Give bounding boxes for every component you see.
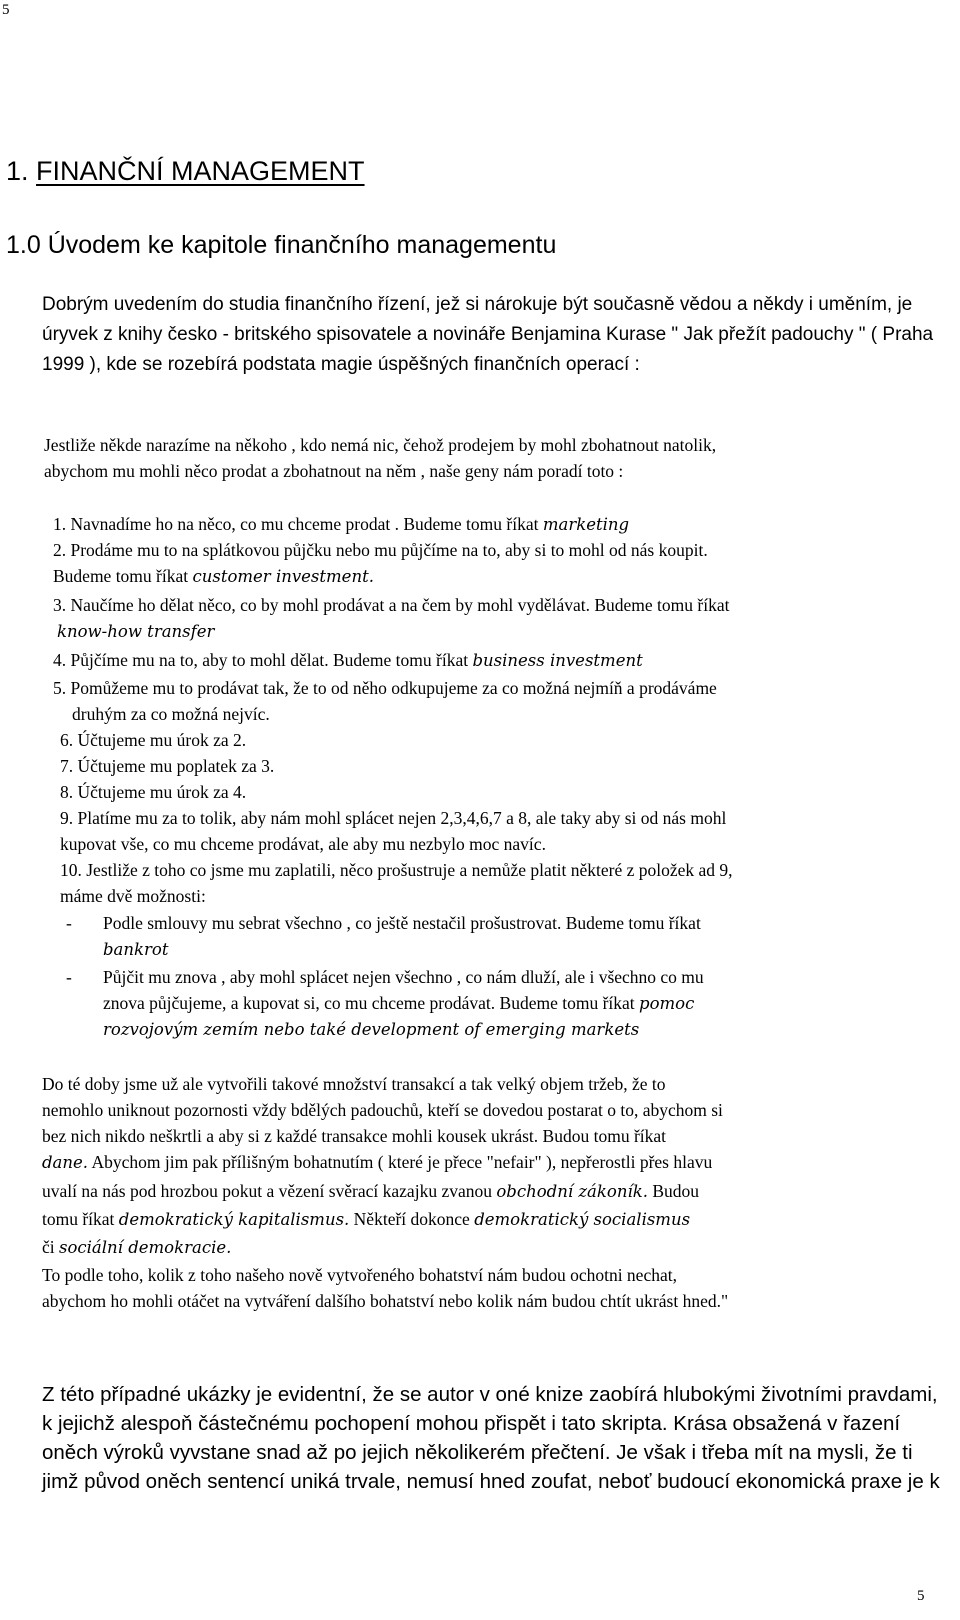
option-2-dash: - (66, 967, 72, 987)
option-2-line-2: znova půjčujeme, a kupovat si, co mu chceme prodávat. Budeme tomu říkat pomoc (103, 993, 695, 1013)
list-item-4: 4. Půjčíme mu na to, aby to mohl dělat. Budeme tomu říkat business investment (53, 650, 643, 670)
option-2-line-1: Půjčit mu znova , aby mohl splácet nejen všechno , co nám dluží, ale i všechno co mu (103, 967, 704, 987)
term-dane: dane. (42, 1153, 89, 1172)
option-1-line-1: Podle smlouvy mu sebrat všechno , co ještě nestačil prošustrovat. Budeme tomu říkat (103, 913, 701, 933)
term-customer-investment: customer investment. (192, 567, 374, 586)
list-item-2-line-2: Budeme tomu říkat customer investment. (53, 566, 374, 586)
list-item-7: 7. Účtujeme mu poplatek za 3. (60, 756, 275, 776)
term-pomoc: pomoc (639, 994, 695, 1013)
section-title: 1.0 Úvodem ke kapitole finančního managementu (6, 231, 557, 259)
list-item-3-line-2 (57, 621, 214, 642)
closing-line-4: dane. Abychom jim pak přílišným bohatnutím ( které je přece "nefair" ), nepřerostli přes hlavu (42, 1152, 713, 1172)
list-item-10-line-1: 10. Jestliže z toho co jsme mu zaplatili, něco prošustruje a nemůže platit některé z položek ad 9, (60, 860, 733, 880)
term-demokraticky-socialismus: demokratický socialismus (474, 1210, 691, 1229)
closing-line-7: či sociální demokracie. (42, 1237, 232, 1257)
term-obchodni-zakonik: obchodní zákoník. (496, 1182, 648, 1201)
option-1-line-2 (103, 939, 168, 960)
list-item-10-line-2: máme dvě možnosti: (60, 886, 206, 906)
closing-line-6: tomu říkat demokratický kapitalismus. Někteří dokonce demokratický socialismus (42, 1209, 691, 1229)
term-marketing: marketing (542, 515, 630, 534)
list-item-9-line-1: 9. Platíme mu za to tolik, aby nám mohl splácet nejen 2,3,4,6,7 a 8, ale taky aby si od nás mohl (60, 808, 727, 828)
closing-line-5: uvalí na nás pod hrozbou pokut a vězení svěrací kazajku zvanou obchodní zákoník. Budou (42, 1181, 700, 1201)
list-item-6: 6. Účtujeme mu úrok za 2. (60, 730, 247, 750)
list-item-5-line-2: druhým za co možná nejvíc. (72, 704, 270, 724)
outro-paragraph: Z této případné ukázky je evidentní, že se autor v oné knize zaobírá hlubokými životními pravdami, k jejichž alespoň částečnému pochopení mohou přispět i tato skripta. Krása obsažená v řazení oněch výroků vyvstane snad až po jejich několikerém přečtení. Je však i třeba mít na mysli, že ti jimž původ oněch sentencí uniká trvale, nemusí hned zoufat, neboť budoucí ekonomická praxe je k (42, 1383, 940, 1493)
intro-paragraph: Dobrým uvedením do studia finančního řízení, jež si nárokuje být současně vědou a někdy i uměním, je úryvek z knihy česko - britského spisovatele a novináře Benjamina Kurase " Jak přežít padouchy " ( Praha 1999 ), kde se rozebírá podstata magie úspěšných finančních operací : (42, 294, 934, 375)
chapter-title: FINANČNÍ MANAGEMENT (36, 156, 365, 186)
option-2-line-3 (103, 1019, 639, 1040)
closing-line-8: To podle toho, kolik z toho našeho nově vytvořeného bohatství nám budou ochotni nechat, (42, 1265, 677, 1285)
page-number-top: 5 (2, 2, 10, 18)
term-development: rozvojovým zemím nebo také development of emerging markets (103, 1020, 640, 1039)
closing-line-2: nemohlo uniknout pozornosti vždy bdělých padouchů, kteří se dovedou postarat o to, abychom si (42, 1100, 723, 1120)
list-item-8: 8. Účtujeme mu úrok za 4. (60, 782, 247, 802)
term-bankrot: bankrot (103, 940, 169, 959)
list-item-3-line-1: 3. Naučíme ho dělat něco, co by mohl prodávat a na čem by mohl vydělávat. Budeme tomu říkat (53, 595, 730, 615)
option-1-dash: - (66, 913, 72, 933)
list-item-1: 1. Navnadíme ho na něco, co mu chceme prodat . Budeme tomu říkat marketing (53, 514, 630, 534)
term-socialni-demokracie: sociální demokracie. (59, 1238, 232, 1257)
page-number-bottom: 5 (917, 1588, 925, 1604)
list-item-9-line-2: kupovat vše, co mu chceme prodávat, ale aby mu nezbylo moc navíc. (60, 834, 546, 854)
term-business-investment: business investment (472, 651, 643, 670)
chapter-heading (6, 156, 365, 187)
closing-line-9: abychom ho mohli otáčet na vytváření dalšího bohatství nebo kolik nám budou chtít ukrást hned." (42, 1291, 729, 1311)
list-item-5-line-1: 5. Pomůžeme mu to prodávat tak, že to od něho odkupujeme za co možná nejmíň a prodáváme (53, 678, 717, 698)
term-demokraticky-kapitalismus: demokratický kapitalismus. (118, 1210, 350, 1229)
term-know-how-transfer: know-how transfer (57, 622, 215, 641)
closing-line-3: bez nich nikdo neškrtli a aby si z každé transakce mohli kousek ukrást. Budou tomu říkat (42, 1126, 667, 1146)
list-item-2-line-1: 2. Prodáme mu to na splátkovou půjčku nebo mu půjčíme na to, aby si to mohl od nás koupit. (53, 540, 708, 560)
chapter-number: 1. (6, 156, 37, 186)
quote-intro-line-1: Jestliže někde narazíme na někoho , kdo nemá nic, čehož prodejem by mohl zbohatnout natolik, (44, 435, 717, 455)
closing-line-1: Do té doby jsme už ale vytvořili takové množství transakcí a tak velký objem tržeb, že to (42, 1074, 666, 1094)
quote-intro-line-2: abychom mu mohli něco prodat a zbohatnout na něm , naše geny nám poradí toto : (44, 461, 624, 481)
